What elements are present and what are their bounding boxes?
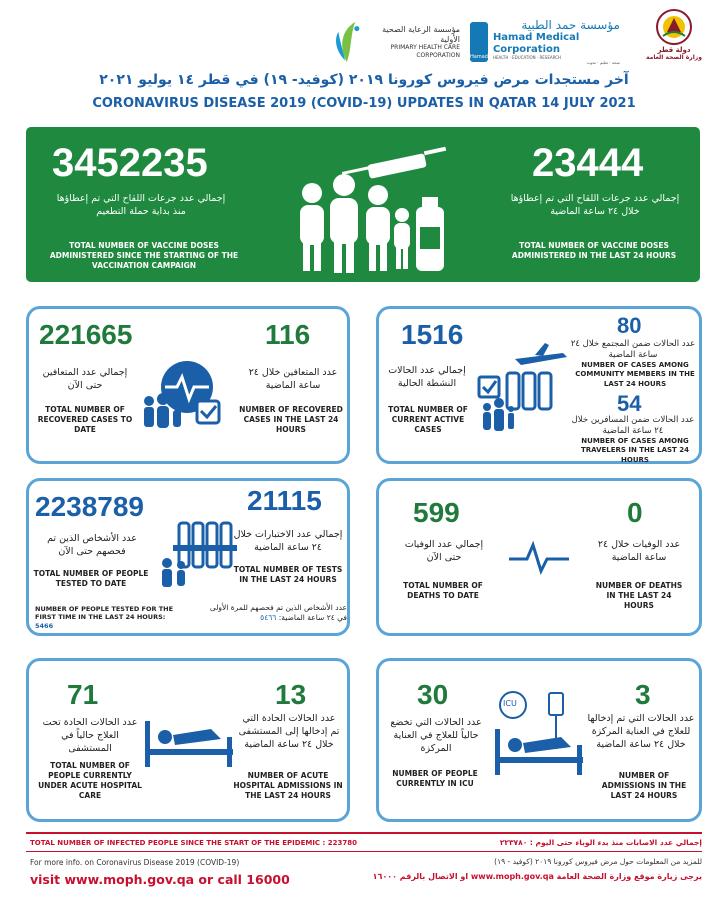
footer-total-infected-en: TOTAL NUMBER OF INFECTED PEOPLE SINCE THE START OF THE EPIDEMIC : 223780	[30, 839, 357, 847]
icu-current-label-ar: عدد الحالات التي تخضع حالياً للعلاج في العناية المركزة	[390, 717, 482, 754]
acute-day-label-en: NUMBER OF ACUTE HOSPITAL ADMISSIONS IN THE LAST 24 HOURS	[233, 771, 343, 801]
tests-total-value: 2238789	[35, 491, 145, 522]
community-label-ar: عدد الحالات ضمن المجتمع خلال ٢٤ ساعة الماضية	[570, 339, 696, 361]
acute-current-value: 71	[67, 679, 99, 710]
hmc-logo	[470, 18, 620, 66]
active-label-en: TOTAL NUMBER OF CURRENT ACTIVE CASES	[388, 405, 468, 435]
phcc-name-ar: مؤسسة الرعاية الصحية الأولية	[382, 25, 460, 44]
hmc-name-ar: مؤسسة حمد الطبية	[521, 18, 620, 32]
tests-total-label-ar: عدد الأشخاص الذين تم فحصهم حتى الآن	[47, 533, 137, 557]
active-label-ar: إجمالي عدد الحالات النشطة الحالية	[388, 365, 466, 389]
qatar-emblem-icon	[655, 8, 693, 46]
vaccine-total-label-ar: إجمالي عدد جرعات اللقاح التي تم إعطاؤها منذ بداية حملة التطعيم	[56, 193, 226, 217]
acute-care-card	[26, 658, 350, 822]
footer-visit-link-ar[interactable]: يرجى زيارة موقع وزارة الصحة العامة www.moph.gov.qa او الاتصال بالرقم ١٦٠٠٠	[372, 872, 702, 881]
deaths-total-label-ar: إجمالي عدد الوفيات حتى الآن	[404, 539, 484, 563]
recovered-total-label-ar: إجمالي عدد المتعافين حتى الآن	[42, 367, 128, 391]
tests-first-time-en	[35, 605, 183, 630]
active-travel-icon	[475, 341, 569, 433]
moph-logo	[638, 8, 710, 68]
vaccine-day-value: 23444	[532, 141, 644, 185]
tests-first-time-label-en: NUMBER OF PEOPLE TESTED FOR THE FIRST TIME IN THE LAST 24 HOURS:	[35, 605, 174, 622]
footer-divider-bottom	[26, 851, 702, 852]
deaths-card	[376, 478, 702, 636]
hmc-name-en: Hamad Medical Corporation	[492, 32, 580, 56]
deaths-day-label-en: NUMBER OF DEATHS IN THE LAST 24 HOURS	[595, 581, 683, 611]
tests-first-time-ar	[205, 603, 347, 623]
community-value: 80	[617, 313, 642, 338]
tests-first-time-value: 5466	[35, 621, 54, 630]
community-label-en: NUMBER OF CASES AMONG COMMUNITY MEMBERS IN THE LAST 24 HOURS	[575, 361, 695, 388]
active-cases-card	[376, 306, 702, 464]
icu-icon-label: ICU	[503, 699, 517, 708]
footer-info-ar: للمزيد من المعلومات حول مرض فيروس كورونا ٢٠١٩ (كوفيد - ١٩)	[494, 857, 702, 866]
footer-visit-link-en[interactable]: visit www.moph.gov.qa or call 16000	[30, 872, 290, 887]
phcc-leaf-icon	[330, 16, 364, 68]
deaths-total-label-en: TOTAL NUMBER OF DEATHS TO DATE	[403, 581, 483, 601]
hospital-bed-icon	[141, 711, 237, 771]
phcc-logo	[330, 14, 460, 70]
vaccine-day-label-en: TOTAL NUMBER OF VACCINE DOSES ADMINISTERED IN THE LAST 24 HOURS	[511, 241, 677, 261]
heartbeat-line-icon	[507, 541, 571, 575]
recovered-total-value: 221665	[39, 319, 133, 350]
recovered-card	[26, 306, 350, 464]
tests-total-label-en: TOTAL NUMBER OF PEOPLE TESTED TO DATE	[33, 569, 149, 589]
tests-first-time-label-ar: عدد الأشخاص الذين تم فحصهم للمرة الأولى في ٢٤ ساعة الماضية:	[209, 603, 347, 622]
acute-day-value: 13	[275, 679, 307, 710]
icu-day-value: 3	[635, 679, 651, 710]
hmc-box-label: Hamad	[470, 54, 488, 60]
recovered-day-label-ar: عدد المتعافين خلال ٢٤ ساعة الماضية	[248, 367, 338, 391]
tests-day-label-en: TOTAL NUMBER OF TESTS IN THE LAST 24 HOURS	[233, 565, 343, 585]
tests-day-label-ar: إجمالي عدد الاختبارات خلال ٢٤ ساعة الماضية	[233, 529, 343, 553]
recovered-day-value: 116	[265, 319, 311, 350]
icu-card	[376, 658, 702, 822]
icu-day-label-en: NUMBER OF ADMISSIONS IN THE LAST 24 HOURS	[601, 771, 687, 801]
hmc-tagline-ar: صحة · تعليم · بحوث	[586, 60, 620, 66]
title-english: CORONAVIRUS DISEASE 2019 (COVID-19) UPDATES IN QATAR 14 JULY 2021	[92, 96, 636, 111]
icu-current-label-en: NUMBER OF PEOPLE CURRENTLY IN ICU	[392, 769, 478, 789]
acute-day-label-ar: عدد الحالات الحادة التي تم إدخالها إلى المستشفى خلال ٢٤ ساعة الماضية	[238, 713, 340, 750]
vaccine-family-icon	[282, 141, 462, 277]
icu-current-value: 30	[417, 679, 449, 710]
travelers-label-en: NUMBER OF CASES AMONG TRAVELERS IN THE LAST 24 HOURS	[580, 437, 690, 464]
vaccine-total-label-en: TOTAL NUMBER OF VACCINE DOSES ADMINISTERED SINCE THE STARTING OF THE VACCINATION CAMPAIGN	[49, 241, 239, 271]
hmc-tagline: HEALTH · EDUCATION · RESEARCH	[492, 55, 561, 61]
title-arabic: آخر مستجدات مرض فيروس كورونا ٢٠١٩ (كوفيد- ١٩) في قطر ١٤ يوليو ٢٠٢١	[99, 72, 629, 88]
hmc-logo-text	[493, 18, 620, 66]
vaccine-banner	[26, 127, 700, 282]
icu-day-label-ar: عدد الحالات التي تم إدخالها للعلاج في العناية المركزة خلال ٢٤ ساعة الماضية	[587, 713, 695, 750]
acute-current-label-en: TOTAL NUMBER OF PEOPLE CURRENTLY UNDER ACUTE HOSPITAL CARE	[38, 761, 142, 801]
footer-info-en: For more info. on Coronavirus Disease 2019 (COVID-19)	[30, 858, 240, 867]
moph-name: وزارة الصحة العامة	[646, 54, 702, 61]
footer-divider-top	[26, 832, 702, 834]
deaths-total-value: 599	[413, 497, 460, 528]
phcc-logo-text	[364, 25, 460, 59]
tests-day-value: 21115	[247, 485, 322, 516]
recovered-day-label-en: NUMBER OF RECOVERED CASES IN THE LAST 24 HOURS	[239, 405, 343, 435]
vaccine-total-value: 3452235	[52, 141, 208, 185]
acute-current-label-ar: عدد الحالات الحادة تحت العلاج حالياً في المستشفى	[42, 717, 138, 754]
footer-total-infected-ar: إجمالي عدد الاصابات منذ بدء الوباء حتى اليوم : ٢٢٣٧٨٠	[499, 838, 702, 847]
deaths-day-value: 0	[627, 497, 643, 528]
recovered-shield-icon	[139, 357, 229, 429]
active-value: 1516	[401, 319, 464, 350]
test-tubes-icon	[159, 517, 239, 589]
tests-first-time-value-ar: ٥٤٦٦	[260, 612, 277, 622]
deaths-day-label-ar: عدد الوفيات خلال ٢٤ ساعة الماضية	[597, 539, 681, 563]
hmc-emblem-icon	[470, 22, 488, 62]
phcc-name-en: PRIMARY HEALTH CARE CORPORATION	[390, 44, 460, 59]
travelers-value: 54	[617, 391, 642, 416]
moph-title: دولة قطر	[657, 46, 691, 54]
travelers-label-ar: عدد الحالات ضمن المسافرين خلال ٢٤ ساعة الماضية	[571, 415, 695, 437]
tests-card	[26, 478, 350, 636]
recovered-total-label-en: TOTAL NUMBER OF RECOVERED CASES TO DATE	[37, 405, 133, 435]
vaccine-day-label-ar: إجمالي عدد جرعات اللقاح التي تم إعطاؤها خلال ٢٤ ساعة الماضية	[510, 193, 680, 217]
header	[0, 0, 728, 120]
